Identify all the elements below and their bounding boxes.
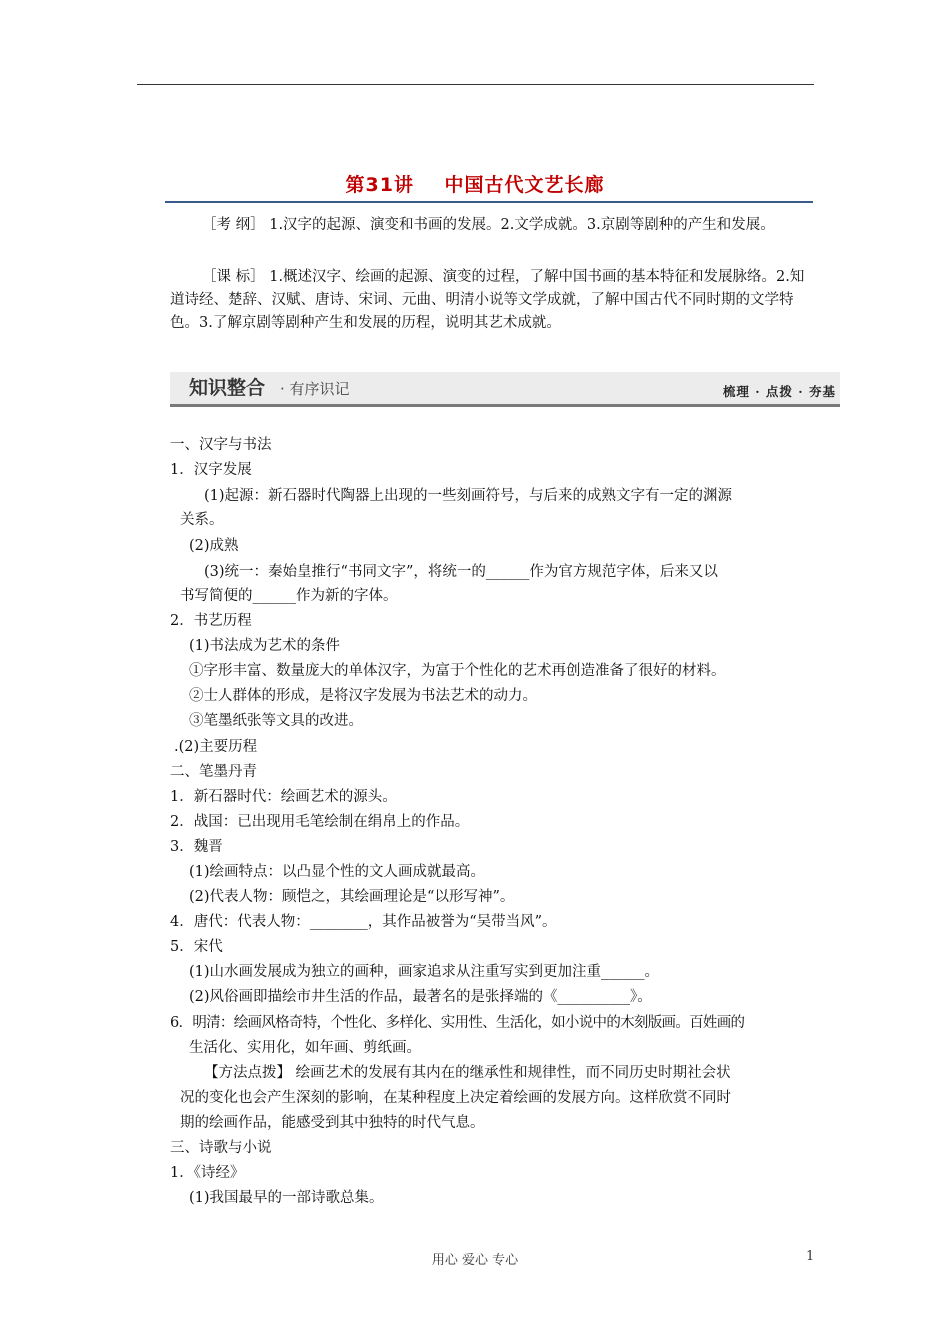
item-hanzi-fazhan: 1．汉字发展: [170, 462, 252, 478]
banner-title: 知识整合: [189, 377, 266, 399]
title-underline: [165, 201, 813, 203]
text-line: (1)起源：新石器时代陶器上出现的一些刻画符号，与后来的成熟文字有一定的渊源: [204, 488, 733, 504]
text-line: (3)统一：秦始皇推行“书同文字”，将统一的______作为官方规范字体，后来又以: [204, 564, 718, 580]
text-line: .(2)主要历程: [174, 739, 258, 755]
text-line: 1．新石器时代：绘画艺术的源头。: [170, 789, 397, 805]
heading-shige-xiaoshuo: 三、诗歌与小说: [170, 1140, 272, 1156]
text-line: (1)我国最早的一部诗歌总集。: [189, 1190, 384, 1206]
text-line: (2)代表人物：顾恺之，其绘画理论是“以形写神”。: [189, 889, 515, 905]
text-line: 2．战国：已出现用毛笔绘制在绢帛上的作品。: [170, 814, 470, 830]
banner-subtitle: · 有序识记: [280, 380, 350, 398]
text-line: (1)绘画特点：以凸显个性的文人画成就最高。: [189, 864, 486, 880]
text-line: 4．唐代：代表人物：________，其作品被誉为“吴带当风”。: [170, 914, 557, 930]
text-line: (1)山水画发展成为独立的画种，画家追求从注重写实到更加注重______。: [189, 964, 660, 980]
footer-text: 用心 爱心 专心: [431, 1253, 519, 1268]
header-rule: [137, 84, 814, 85]
page-number: 1: [806, 1249, 815, 1264]
text-line: (2)成熟: [189, 538, 239, 554]
exam-outline: ［考 纲］ 1.汉字的起源、演变和书画的发展。2.文学成就。3.京剧等剧种的产生和发展。: [202, 217, 775, 233]
text-line: (2)风俗画即描绘市井生活的作品，最著名的是张择端的《__________》。: [189, 989, 652, 1005]
heading-hanzi-shufa: 一、汉字与书法: [170, 437, 272, 453]
text-line: 关系。: [180, 512, 224, 528]
text-line: 1．《诗经》: [170, 1165, 245, 1181]
text-line: 3．魏晋: [170, 839, 223, 855]
section-banner: [170, 372, 840, 406]
text-line: 况的变化也会产生深刻的影响，在某种程度上决定着绘画的发展方向。这样欣赏不同时: [180, 1090, 731, 1106]
heading-bimo-danqing: 二、笔墨丹青: [170, 764, 257, 780]
banner-underline: [170, 404, 840, 407]
text-line: 期的绘画作品，能感受到其中独特的时代气息。: [180, 1115, 485, 1131]
text-line: 书写简便的______作为新的字体。: [180, 588, 398, 604]
text-line: (1)书法成为艺术的条件: [189, 638, 341, 654]
text-line: ②士人群体的形成，是将汉字发展为书法艺术的动力。: [189, 688, 537, 704]
text-line: ③笔墨纸张等文具的改进。: [189, 713, 363, 729]
item-shuyi-licheng: 2．书艺历程: [170, 613, 252, 629]
text-line: ①字形丰富、数量庞大的单体汉字，为富于个性化的艺术再创造准备了很好的材料。: [189, 663, 726, 679]
text-line: 5．宋代: [170, 939, 223, 955]
banner-tagline: 梳理 · 点拨 · 夯基: [722, 384, 836, 399]
text-line: 生活化、实用化，如年画、剪纸画。: [189, 1040, 421, 1056]
text-line: 6．明清：绘画风格奇特，个性化、多样化、实用性、生活化，如小说中的木刻版画。百姓画的: [170, 1015, 745, 1031]
method-tip: 【方法点拨】 绘画艺术的发展有其内在的继承性和规律性，而不同历史时期社会状: [204, 1065, 731, 1081]
lesson-title: 第31讲 中国古代文艺长廊: [345, 174, 605, 196]
curriculum-standard: ［课 标］ 1.概述汉字、绘画的起源、演变的过程，了解中国书画的基本特征和发展脉络。2.知道诗经、楚辞、汉赋、唐诗、宋词、元曲、明清小说等文学成就，了解中国古代不同时期的文学特色。3.了解京剧等剧种产生和发展的历程，说明其艺术成就。: [170, 269, 805, 331]
